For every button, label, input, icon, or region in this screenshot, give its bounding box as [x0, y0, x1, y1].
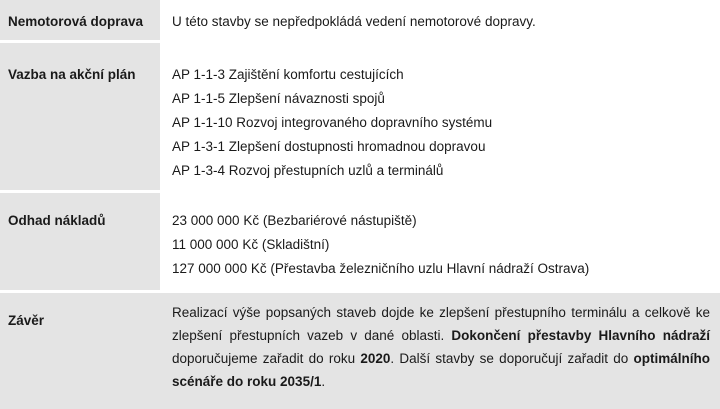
row-cost-estimate: [0, 193, 720, 290]
action-plan-item: AP 1-3-1 Zlepšení dostupnosti hromadnou dopravou: [172, 139, 486, 154]
row-label-text: Nemotorová doprava: [8, 14, 144, 29]
conclusion-emphasis: 2020: [360, 351, 391, 366]
action-plan-item: AP 1-1-10 Rozvoj integrovaného dopravního systému: [172, 115, 493, 130]
cost-item: 23 000 000 Kč (Bezbariérové nástupiště): [172, 213, 417, 228]
row-value: [160, 293, 720, 409]
row-value-line: U této stavby se nepředpokládá vedení nemotorové dopravy.: [172, 14, 536, 29]
cost-item: 11 000 000 Kč (Skladištní): [172, 237, 330, 252]
action-plan-item: AP 1-1-5 Zlepšení návaznosti spojů: [172, 91, 385, 106]
conclusion-text: . Další stavby se doporučují zařadit do: [390, 351, 634, 366]
action-plan-item: AP 1-3-4 Rozvoj přestupních uzlů a terminálů: [172, 163, 444, 178]
row-value: [160, 0, 720, 40]
conclusion-text: doporučujeme zařadit do roku: [172, 351, 361, 366]
row-conclusion: [0, 293, 720, 409]
conclusion-emphasis: Dokončení přestavby Hlavního nádraží: [451, 328, 710, 343]
row-label-text: Závěr: [8, 313, 45, 328]
row-action-plan-link: [0, 43, 720, 190]
conclusion-paragraph: [172, 293, 710, 393]
action-plan-item: AP 1-1-3 Zajištění komfortu cestujících: [172, 67, 404, 82]
conclusion-text: .: [321, 374, 326, 389]
row-label: [0, 293, 160, 409]
row-label-text: Vazba na akční plán: [8, 67, 136, 82]
cost-item: 127 000 000 Kč (Přestavba železničního uzlu Hlavní nádraží Ostrava): [172, 261, 590, 276]
row-non-motorized-transport: [0, 0, 720, 40]
row-value: [160, 43, 720, 190]
row-label: [0, 43, 160, 190]
row-label-text: Odhad nákladů: [8, 213, 106, 228]
row-label: [0, 193, 160, 290]
row-value: [160, 193, 720, 290]
conclusion-emphasis: optimálního scénáře do roku 2035/1: [172, 351, 711, 389]
row-label: [0, 0, 160, 40]
conclusion-text: Realizací výše popsaných staveb dojde ke zlepšení přestupního terminálu a celkově ke zlepšení přestupních vazeb v dané oblasti.: [172, 305, 710, 343]
